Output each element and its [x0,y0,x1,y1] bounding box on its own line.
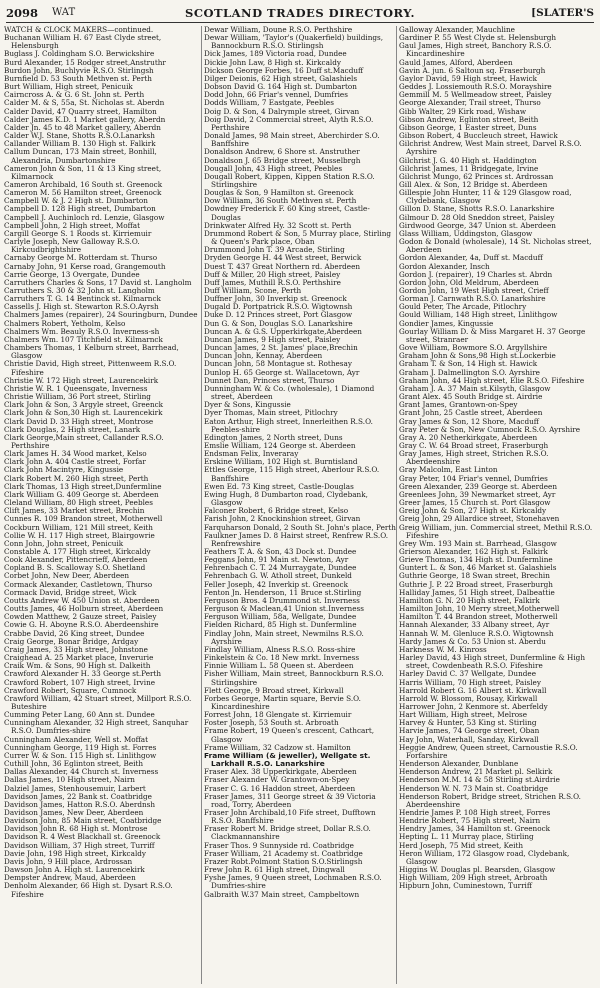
directory-entry: Campbell J. Auchinloch rd. Lenzie, Glasgow [4,212,165,222]
directory-entry: Dugald D. Portpatrick R.S.O. Wigtownsh [204,302,353,312]
directory-entry: Graham T. & Son, 14 High st. Hawick [399,359,538,369]
directory-entry: Crawford Alexander H. 33 George st.Perth [4,669,162,679]
directory-entry: Davidson John, 85 Main street, Coatbridge [4,816,162,826]
directory-entry: Burt William, High street, Penicuik [4,82,133,92]
directory-columns [4,26,596,984]
directory-entry: Carrie George, 13 Overgate, Dundee [4,269,140,279]
directory-entry: Clift James, 33 Market street, Brechin [4,506,145,516]
directory-entry: Gaylor David, 59 High street, Hawick [399,73,538,83]
directory-entry: Crawford William, 42 Stuart street, Millport R.S.O. Buteshire [4,693,192,711]
directory-entry: Fraser Thos. 9 Sunnyside rd. Coatbridge [204,840,354,850]
directory-entry: Heggie Andrew, Queen street, Carnoustie R.S.O. Forfarshire [399,742,578,760]
directory-entry: Heron William, 172 Glasgow road, Clydebank, Glasgow [399,848,570,866]
directory-entry: Gordon Alexander, 4a, Duff st. Macduff [399,253,543,263]
directory-entry: Gray James, High street, Strichen R.S.O. Aberdeenshire [399,449,549,467]
directory-entry: Gordon John, Old Meldrum, Aberdeen [399,277,539,287]
directory-entry: Hamilton John, 10 Merry street,Motherwell [399,604,560,614]
directory-entry: Crabbe David, 26 King street, Dundee [4,628,145,638]
directory-entry: Crawford Robert, Square, Cumnock [4,685,137,695]
directory-entry: Ewen Ed. 73 King street, Castle-Douglas [204,481,354,491]
directory-entry: Corbet John, New Deer, Aberdeen [4,571,130,581]
directory-entry: Currer W. & Son. 115 High st. Linlithgow [4,750,157,760]
directory-entry: Clark James H. 34 Wood market, Kelso [4,449,147,459]
directory-entry: Chalmers Wm. 107 Titchfield st. Kilmarnck [4,334,163,344]
directory-entry: Denholm Alexander, 66 High st. Dysart R.S.O. Fifeshire [4,881,173,899]
directory-entry: Harrower John, 2 Kenmore st. Aberfeldy [399,701,548,711]
column-3 [396,26,595,984]
directory-entry: Glass William, Uddingston, Glasgow [399,228,533,238]
directory-entry: Burnfield D. 53 South Methven st. Perth [4,73,152,83]
directory-entry: Douglas & Son, 9 Hamilton st. Greenock [204,188,354,198]
directory-entry: Fraser Robert M. Bridge street, Dollar R.S.O. Clackmannanshire [204,824,371,842]
directory-entry: Clark George,Main street, Callander R.S.O. Perthshire [4,432,164,450]
directory-entry: Fenton Jn. Henderson, 11 Bruce st.Stirling [204,587,362,597]
directory-entry: Clark John Macintyre, Kingussie [4,465,124,475]
directory-entry: Cunningham Alexander, 32 High street, Sanquhar R.S.O. Dumfries-shire [4,718,189,736]
directory-entry: Davidson James, New Deer, Aberdeen [4,808,144,817]
directory-entry: Clark Douglas, 2 High street, Lanark [4,424,141,434]
directory-entry: Gilchrist Andrew, West Main street, Darvel R.S.O. Ayrshire [399,139,582,157]
directory-entry: Gibson Robert, 4 Buccleuch street, Hawick [399,131,558,141]
directory-entry: Feathers T. A. & Son, 43 Dock st. Dundee [204,547,357,556]
directory-entry: Calder Jn. 45 to 48 Market gallery, Aberdn [4,122,161,132]
directory-entry: Burdon John, Buchlyvie R.S.O. Stirlingsh [4,65,154,75]
directory-entry: Harrold W. Blossom, Rousay, Kirkwall [399,693,538,703]
directory-entry: Clark William G. 409 George st. Aberdeen [4,489,159,499]
directory-entry: Duncan James, 9 High street, Paisley [204,334,341,344]
directory-entry: Duncan John, Kennay, Aberdeen [204,351,323,361]
page-title: SCOTLAND TRADES DIRECTORY. [185,6,415,20]
directory-entry: Dyer Thomas, Main street, Pitlochry [204,408,338,418]
directory-entry: Calder David, 47 Quarry street, Hamilton [4,106,157,116]
directory-entry: Cuthill John, 36 Eglinton street, Beith [4,759,144,769]
directory-entry: Cunningham Alexander, Well st. Moffat [4,734,149,744]
directory-entry: Graham John & Sons,98 High st.Lockerbie [399,351,556,361]
directory-entry: Clark David D. 33 High street, Montrose [4,416,154,426]
directory-entry: Galloway Alexander, Mauchline [399,26,515,34]
directory-entry: Emslie William, 124 George st. Aberdeen [204,440,356,450]
directory-entry: Fehrenbach C. T. 24 Murraygate, Dundee [204,563,357,573]
directory-entry: Henderson W. N. 73 Main st. Coatbridge [399,783,548,793]
directory-entry: Harley David C. 37 Wellgate, Dundee [399,669,536,679]
directory-entry: Cook Alexander, Pittencrieff, Aberdeen [4,555,148,565]
directory-entry: Greig John & Son, 27 High st. Kirkcaldy [399,506,547,516]
directory-entry: Cassells J. High st. Stewarton R.S.O.Ayrsh [4,302,159,312]
directory-entry: Greig John, 29 Allardice street, Stonehaven [399,514,560,524]
directory-entry: Hamilton G. N. 20 High street, Falkirk [399,595,540,605]
directory-entry: Davidson James, Hatton R.S.O. Aberdnsh [4,799,156,809]
directory-entry: Dodds William, 7 Eastgate, Peebles [204,98,334,108]
directory-entry: Higgins W. Douglas pl. Bearsden, Glasgow [399,865,556,875]
directory-entry: Cowie G. H. Aboyne R.S.O. Aberdeenshire [4,620,159,630]
directory-entry: Grant James, Grantown-on-Spey [399,400,518,410]
directory-entry: Gilchrist J. G. 40 High st. Haddington [399,155,537,165]
directory-entry: Hart William, High street, Melrose [399,710,528,720]
directory-entry: Buglass J. Coldingham S.O. Berwickshire [4,49,155,59]
directory-entry: Dunnet Dan, Princes street, Thurso [204,375,335,385]
directory-entry: Gove William, Bowmore S.O. Argyllshire [399,343,548,353]
directory-entry: Calder M. & S, 55a, St. Nicholas st. Aberdn [4,98,165,108]
directory-entry: Craighead A. 25 Market place, Inverurie [4,653,154,663]
directory-entry: Guthrie George, 18 Swan street, Brechin [399,571,550,581]
publisher-label: [SLATER'S [531,7,594,19]
directory-entry: Greer James, 15 Church st. Port Glasgow [399,498,551,508]
directory-entry: Harvey & Hunter, 53 King st. Stirling [399,718,537,728]
directory-entry: Dewar William, 'Taylor's (Quakerfield) buildings, Bannockburn R.S.O. Stirlingsh [204,33,384,51]
directory-entry: Fielden Richard, 85 High st. Dunfermline [204,620,357,630]
directory-entry: Fraser William, 21 Academy st. Coatbridge [204,848,363,858]
directory-entry: Duff & Miller, 20 High street, Paisley [204,269,341,279]
directory-entry: Conn John, John street, Penicuik [4,538,124,548]
directory-entry: Dempster Andrew, Maud, Aberdeen [4,873,136,883]
directory-entry: Harrold Robert G. 16 Albert st. Kirkwall [399,685,547,695]
directory-entry: Clark John & Son, 3 Argyle street, Greenck [4,400,164,410]
directory-entry: Gray C. W. 64 Broad street, Fraserburgh [399,440,549,450]
directory-entry: Donaldson J. 65 Bridge street, Musselbrgh [204,155,361,165]
directory-entry: Dilger Deionis, 62 High street, Galashiels [204,73,358,83]
directory-entry: Gray A. 20 Netherkirkgate, Aberdeen [399,432,538,442]
directory-entry: Cockburn William, 121 Mill street, Keith [4,522,153,532]
directory-entry: Carruthers T. G. 14 Bentinck st. Kilmarnck [4,294,161,304]
directory-entry: Fisher William, Main street, Bannockburn R.S.O. Stirlingshire [204,669,384,687]
directory-entry: Gill Alex. & Son, 12 Bridge st. Aberdeen [399,179,548,189]
directory-entry: Grant Alex. 45 South Bridge st. Airdrie [399,392,543,402]
directory-entry: Feggans John, 91 Main st. Newton, Ayr [204,555,349,565]
directory-entry: Duff William, Scone, Perth [204,286,302,295]
directory-entry: Davidson William, 37 High street, Turriff [4,840,155,850]
directory-entry: Frame Robert, 19 Queen's crescent, Cathcart, Glasgow [204,726,375,744]
directory-entry: Hay John, Waterhall, Sanday, Kirkwall [399,734,539,744]
directory-entry: Craik Wm. & Sons, 90 High st. Dalkeith [4,661,151,671]
directory-entry: Cargill George S. 1 Roods st. Kirriemuir [4,228,152,238]
directory-entry: Halliday James, 51 High street, Dalbeattie [399,587,555,597]
directory-entry: Gibb Walter, 29 Kirk road, Wishaw [399,106,527,116]
directory-entry: Dow William, 36 South Methven st. Perth [204,196,357,206]
directory-entry: Graham J. A. 37 Main st.Kilsyth, Glasgow [399,383,551,393]
directory-entry: Donald James, 98 Main street, Aberchirder S.O. Banffshire [204,131,380,149]
directory-entry: Coutts Andrew W. 450 Union st. Aberdeen [4,595,160,605]
directory-entry: Fehrenbach G. W. Atholl street, Dunkeld [204,571,352,581]
directory-entry: Eaton Arthur, High street, Innerleithen R.S.O. Peebles-shire [204,416,373,434]
directory-entry: Fyshe James, 9 Queen street, Lochmaben R.S.O. Dumfries-shire [204,873,382,891]
column-2 [201,26,396,984]
directory-entry: Chalmers Wm. Beauly R.S.O. Inverness-sh [4,326,160,336]
directory-entry: Dunlop H. 65 George st. Wallacetown, Ayr [204,367,360,377]
directory-entry: Harvie James, 74 George street, Oban [399,726,540,736]
directory-entry: Frazer Robt.Polmont Station S.O.Stirlingsh [204,856,363,866]
directory-entry: Hendrie Robert, 75 High street, Nairn [399,816,541,826]
directory-entry: Cunningham George, 119 High st. Forres [4,742,157,752]
directory-entry: Fraser John Archibald,10 Fife street, Dufftown R.S.O. Banffshire [204,808,376,826]
directory-entry: Findlay William, Alness R.S.O. Ross-shire [204,644,356,654]
directory-entry: Guthrie J. P. 22 Broad street, Fraserburgh [399,579,553,589]
directory-entry: Gemmill M. 5 Wellmeadow street, Paisley [399,90,552,100]
directory-entry: Dallas James, 10 High street, Nairn [4,775,135,785]
directory-entry: Endsman Felix, Inveraray [204,449,299,459]
directory-entry: Dougall Robert, Kippen, Kippen Station R.S.O. Stirlingshire [204,171,375,189]
directory-entry: Christie William, 36 Port street, Stirling [4,392,151,402]
directory-entry: Gordon J. (repairer), 19 Charles st. Abrdn [399,269,553,279]
directory-entry: Collie W. H. 117 High street, Blairgowrie [4,530,155,540]
directory-entry: Galbraith W.37 Main street, Campbeltown [204,889,360,899]
directory-entry: Carnaby John, 91 Kerse road, Grangemouth [4,261,166,271]
directory-entry: Hannah Alexander, 33 Albany street, Ayr [399,620,550,630]
directory-entry: Drummond Robert & Son, 5 Murray place, Stirling & Queen's Park place, Oban [204,228,392,247]
section-label: WAT [52,7,76,18]
directory-entry: Gordon Alexander, Insch [399,261,490,271]
directory-entry: Duff James, Muthill R.S.O. Perthshire [204,277,341,287]
directory-entry: Ferguson & Maclean,41 Union st.Inverness [204,604,364,614]
directory-entry: Grieve Thomas, 134 High st. Dunfermline [399,555,553,565]
directory-entry: Gillon D. Stane, Shotts R.S.O. Lanarkshire [399,204,555,214]
directory-entry: Dick James, 189 Victoria road, Dundee [204,49,347,59]
directory-entry: Hamilton T. 44 Brandon street, Motherwell [399,612,558,622]
directory-entry: Duke D. 12 Princes street, Port Glasgow [204,310,353,320]
directory-entry: Gillespie John Hunter, 11 & 129 Glasgow road, Clydebank, Glasgow [399,188,572,206]
directory-entry: Ewing Hugh, 8 Dumbarton road, Clydebank, Glasgow [204,489,368,508]
directory-entry: Forbes George, Martin square, Bervie S.O. Kincardineshire [204,693,361,711]
directory-entry: Davidson James, 22 Bank st. Coatbridge [4,791,152,801]
directory-entry: Gibson George, 1 Easter street, Duns [399,122,537,132]
directory-entry: Frew John R. 61 High street, Dingwall [204,865,345,875]
directory-entry: Henderson Andrew, 21 Market pl. Selkirk [399,767,553,777]
directory-entry: Gray Malcolm, East Linton [399,465,498,475]
directory-entry: Cameron John & Son, 11 & 13 King street, Kilmarnock [4,163,162,181]
directory-entry: Christie W. R. 1 Queensgate, Inverness [4,383,148,393]
directory-entry: Gavin A. jun. 6 Saltoun sq. Fraserburgh [399,65,546,75]
directory-entry: Campbell D. 128 High street, Dumbarton [4,204,156,214]
directory-entry: Finnie William L. 58 Queen st. Aberdeen [204,661,354,671]
directory-entry: Guntert L. & Son, 46 Market st. Galashiels [399,563,557,573]
directory-entry: Gilchrist James, 11 Bridgegate, Irvine [399,163,539,173]
directory-entry: Flett George, 9 Broad street, Kirkwall [204,685,344,695]
directory-entry: Duncan James, 2 St. James' place,Brechin [204,343,358,353]
directory-entry: Cunnes R. 109 Brandon street, Motherwell [4,514,163,524]
directory-entry: Cowden Matthew, 2 Gauze street, Paisley [4,612,157,622]
directory-entry: Clark John A. 404 Castle street, Forfar [4,457,146,467]
directory-entry: Cormack Alexander, Castletown, Thurso [4,579,153,589]
directory-entry: Gardiner P. 55 West Clyde st. Helensburgh [399,33,557,43]
directory-entry: Gauld James, Alford, Aberdeen [399,57,513,67]
directory-entry: Dunningham W. & Co. (wholesale), 1 Diamond street, Aberdeen [204,383,375,402]
directory-entry: Carnaby George M. Rotterdam st. Thurso [4,253,158,263]
directory-entry: Dickson George Forbes, 16 Duff st.Macduff [204,65,364,75]
directory-entry: Cameron Archibald, 16 South st. Greenock [4,179,163,189]
directory-entry: Gould Peter, The Arcade, Pitlochry [399,302,527,312]
directory-entry: Edington James, 2 North street, Duns [204,432,343,442]
directory-entry: Gorman J. Carnwath R.S.O. Lanarkshire [399,294,546,304]
directory-entry: Girdwood George, 347 Union st. Aberdeen [399,220,556,230]
directory-entry: Clark Thomas, 13 High street,Dunfermline [4,481,162,491]
directory-entry: Fraser James, 311 George street & 39 Victoria road, Torry, Aberdeen [204,791,376,809]
directory-entry: Greig William, jun. Commercial street, Methil R.S.O. Fifeshire [399,522,593,540]
directory-entry: Carruthers S. 30 & 32 John st. Langholm [4,286,155,295]
directory-entry: Davidson John R. 68 High st. Montrose [4,824,148,834]
directory-entry: Duncan A. & G.S. Upperkirkgate,Aberdeen [204,326,362,336]
directory-entry: Davidson R. 4 West Blackhall st. Greenock [4,832,161,842]
directory-entry: Fraser Alex. 38 Upperkirkgate, Aberdeen [204,767,357,777]
directory-entry: Hannah W. M. Glenluce R.S.O. Wigtownsh [399,628,554,638]
directory-entry: Gibson Andrew, Eglinton street, Beith [399,114,539,124]
directory-entry: Greenlees John, 39 Newmarket street, Ayr [399,489,556,499]
directory-entry: Frame William (& jeweller), Wellgate st. Larkhall R.S.O. Lanarkshire [204,750,371,769]
directory-entry: Finkelstein & Co. 18 New mrkt. Inverness [204,653,360,663]
directory-entry: Cameron M. 56 Hamilton street, Greenock [4,188,162,198]
directory-entry: Craig George, Bonar Bridge, Ardgay [4,636,139,646]
directory-entry: Herd Joseph, 75 Mid street, Keith [399,840,524,850]
directory-entry: Green Alexander, 239 George st. Aberdeen [399,481,558,491]
column-1 [4,26,198,984]
directory-entry: Christie W. 172 High street, Laurencekirk [4,375,159,385]
directory-entry: Dougall John, 43 High street, Peebles [204,163,343,173]
directory-entry: Cleland William, 80 High street, Peebles [4,498,153,508]
directory-entry: Chalmers James (repairer), 24 Souringburn, Dundee [4,310,198,320]
directory-entry: Gilmour D. 28 Old Sneddon street, Paisley [399,212,555,222]
directory-entry: Callander William B. 130 High st. Falkirk [4,139,156,149]
directory-entry: Gaul James, High street, Banchory R.S.O. Kincardineshire [399,41,552,59]
directory-entry: Chalmers Robert, Yetholm, Kelso [4,318,126,328]
directory-entry: Burd Alexander, 15 Rodger street,Anstruthr [4,57,166,67]
directory-entry: Christie David, High street, Pittenweem R.S.O. Fifeshire [4,359,177,377]
directory-entry: Farquharson Donald, 2 South St. John's place, Perth [204,522,396,532]
directory-entry: Henderson M.M. 14 & 58 Stirling st.Airdrie [399,775,560,785]
directory-entry: Forrest John, 18 Glengate st. Kirriemuir [204,710,352,720]
directory-entry: Findlay John, Main street, Newmilns R.S.O. Ayrshire [204,628,364,646]
directory-entry: Harkness W. M. Kinross [399,644,487,654]
directory-entry: Graham John, 44 High street, Elie R.S.O. Fifeshire [399,375,585,385]
directory-entry: Drinkwater Alfred Hy. 32 Scott st. Perth [204,220,352,230]
directory-entry: Duest T. 437 Great Northern rd. Aberdeen [204,261,361,271]
directory-entry: Dewar William, Doune R.S.O. Perthshire [204,26,353,34]
directory-entry: Dawson John A. High st. Laurencekirk [4,865,145,875]
directory-entry: Carlyle Joseph, New Galloway R.S.O. Kirkcudbrightshire [4,237,140,255]
directory-entry: Ettles George, 115 High street, Aberlour R.S.O. Banffshire [204,465,380,483]
directory-entry: Gray Peter, 104 Friar's vennel, Dumfries [399,473,548,483]
directory-entry: Dryden George H. 44 West street, Berwick [204,253,362,263]
directory-entry: Crawford Robert, 107 High street, Irvine [4,677,156,687]
directory-entry: Gray James & Son, 12 Shore, Macduff [399,416,539,426]
directory-entry: Donaldson Andrew, 6 Shore st. Anstruther [204,147,360,157]
directory-entry: Chambers Thomas, 1 Kelburn street, Barrhead, Glasgow [4,343,179,361]
directory-entry: Fraser Alexander W. Grantown-on-Spey [204,775,350,785]
directory-entry: WATCH & CLOCK MAKERS—continued. [4,26,154,34]
directory-entry: Henderson Robert, Bridge street, Strichen R.S.O. Aberdeenshire [399,791,581,809]
directory-entry: Henderson Alexander, Dunblane [399,759,519,769]
directory-entry: Dobson David G. 164 High st. Dumbarton [204,82,357,92]
directory-entry: Campbell W. & J. 2 High st. Dumbarton [4,196,148,206]
directory-entry: Hipburn John, Cuminestown, Turriff [399,881,533,891]
directory-entry: Dyer & Sons, Kingussie [204,400,291,410]
directory-entry: Clark Robert M. 260 High street, Perth [4,473,149,483]
directory-entry: Carruthers Charles & Sons, 17 David st. Langholm [4,277,192,287]
directory-entry: Dickie John Law, 8 High st. Kirkcaldy [204,57,341,67]
directory-entry: Duncan John, 58 Montague st. Rothesay [204,359,352,369]
directory-entry: Craig James, 33 High street, Johnstone [4,644,148,654]
directory-entry: Davis John, 9 Hill place, Ardrossan [4,856,133,866]
page-number: 2098 [6,6,39,20]
directory-entry: Cormack David, Bridge street, Wick [4,587,137,597]
directory-entry: Harris William, 70 High street, Paisley [399,677,541,687]
directory-entry: Cumming Peter Lang, 60 Ann st. Dundee [4,710,155,720]
directory-entry: Hepting L. 11 Murray place, Stirling [399,832,534,842]
directory-entry: Copland B. S. Scalloway S.O. Shetland [4,563,146,573]
directory-entry: Dalziel James, Stenhousemuir, Larbert [4,783,146,793]
directory-entry: Drummond John T. 39 Arcade, Stirling [204,245,345,255]
directory-entry: Falconer Robert, 6 Bridge street, Kelso [204,506,349,516]
directory-entry: Clark John & Son,30 High st. Laurencekirk [4,408,163,418]
directory-entry: Foster Joseph, 53 South st. Arbroath [204,718,339,728]
directory-entry: Grant John, 25 Castle street, Aberdeen [399,408,543,418]
directory-entry: Callum Duncan, 173 Main street, Bonhill, Alexandria, Dumbartonshire [4,147,157,165]
directory-entry: Hendrie James P. 108 High street, Forres [399,808,551,817]
page-header [6,4,594,23]
directory-entry: Doig D. & Son, 4 Dalrymple street, Girvan [204,106,360,116]
directory-entry: Frame William, 32 Cadzow st. Hamilton [204,742,351,752]
directory-entry: Gould William, 148 High street, Linlithgow [399,310,558,320]
directory-entry: Gordon John, 19 West High street, Crieff [399,286,549,295]
directory-entry: Grey Wm. 193 Main st. Barrhead, Glasgow [399,538,557,548]
directory-entry: Duffner John, 30 Inverkip st. Greenock [204,294,347,304]
directory-entry: Graham J. Dalmellington S.O. Ayrshire [399,367,540,377]
directory-entry: Godon & Donald (wholesale), 14 St. Nicholas street, Aberdeen [399,237,592,255]
directory-entry: Calder W.J. Stane, Shotts R.S.O.Lanarksh [4,131,155,141]
directory-entry: Gourlay William D. & Miss Margaret H. 37 George street, Stranraer [399,326,586,344]
directory-entry: Calder James K.D. 1 Market gallery, Aberdn [4,114,166,124]
directory-entry: Buchanan William H. 67 East Clyde street, Helensburgh [4,33,162,51]
directory-entry: Dallas Alexander, 44 Church st. Inverness [4,767,159,777]
directory-entry: Ferguson William, 58a, Wellgate, Dundee [204,612,357,622]
directory-entry: Cairncross A. & G. 6 St. John st. Perth [4,90,145,100]
directory-entry: Farish John, 2 Knockinshion street, Girvan [204,514,361,524]
directory-entry: Hendry James, 34 Hamilton st. Greenock [399,824,551,834]
directory-entry: Erskine William, 102 High st. Burntisland [204,457,358,467]
directory-entry: George Alexander, Trail street, Thurso [399,98,541,108]
directory-entry: Grierson Alexander, 162 High st. Falkirk [399,547,548,556]
directory-entry: Constable A. 177 High street, Kirkcaldy [4,547,151,556]
directory-entry: Davie John, 198 High street, Kirkcaldy [4,848,146,858]
directory-entry: Fraser C. G. 16 Haddon street, Aberdeen [204,783,356,793]
directory-entry: Dowdney Frederick F. 60 King street, Castle-Douglas [204,204,370,222]
directory-entry: High William, 209 High street, Arbroath [399,873,548,883]
directory-entry: Dun G. & Son, Douglas S.O. Lanarkshire [204,318,353,328]
directory-entry: Gondier James, Kingussie [399,318,494,328]
directory-entry: Ferguson Bros. 4 Drummond st. Inverness [204,595,360,605]
directory-entry: Faulkner James D. 8 Hairst street, Renfrew R.S.O. Renfrewshire [204,530,389,548]
directory-entry: Campbell John, 2 High street, Moffat [4,220,141,230]
directory-entry: Hardy James & Co. 53 Union st. Aberdu [399,636,546,646]
directory-entry: Doig David, 2 Commercial street, Alyth R.S.O. Perthshire [204,114,374,132]
directory-entry: Feller Joseph, 42 Inverkip st. Greenock [204,579,348,589]
directory-entry: Dodd John, 66 Friar's vennel, Dumfries [204,90,348,100]
directory-entry: Geddes J. Lossiemouth R.S.O. Morayshire [399,82,552,92]
directory-entry: Gray Peter & Son, New Cumnock R.S.O. Ayrshire [399,424,581,434]
directory-entry: Coutts James, 46 Holburn street, Aberdeen [4,604,164,614]
directory-entry: Gilchrist Mungo, 62 Princes st. Ardrossan [399,171,554,181]
directory-entry: Harley David, 43 High street, Dunfermline & High street, Cowdenbeath R.S.O. Fifeshire [399,653,585,671]
